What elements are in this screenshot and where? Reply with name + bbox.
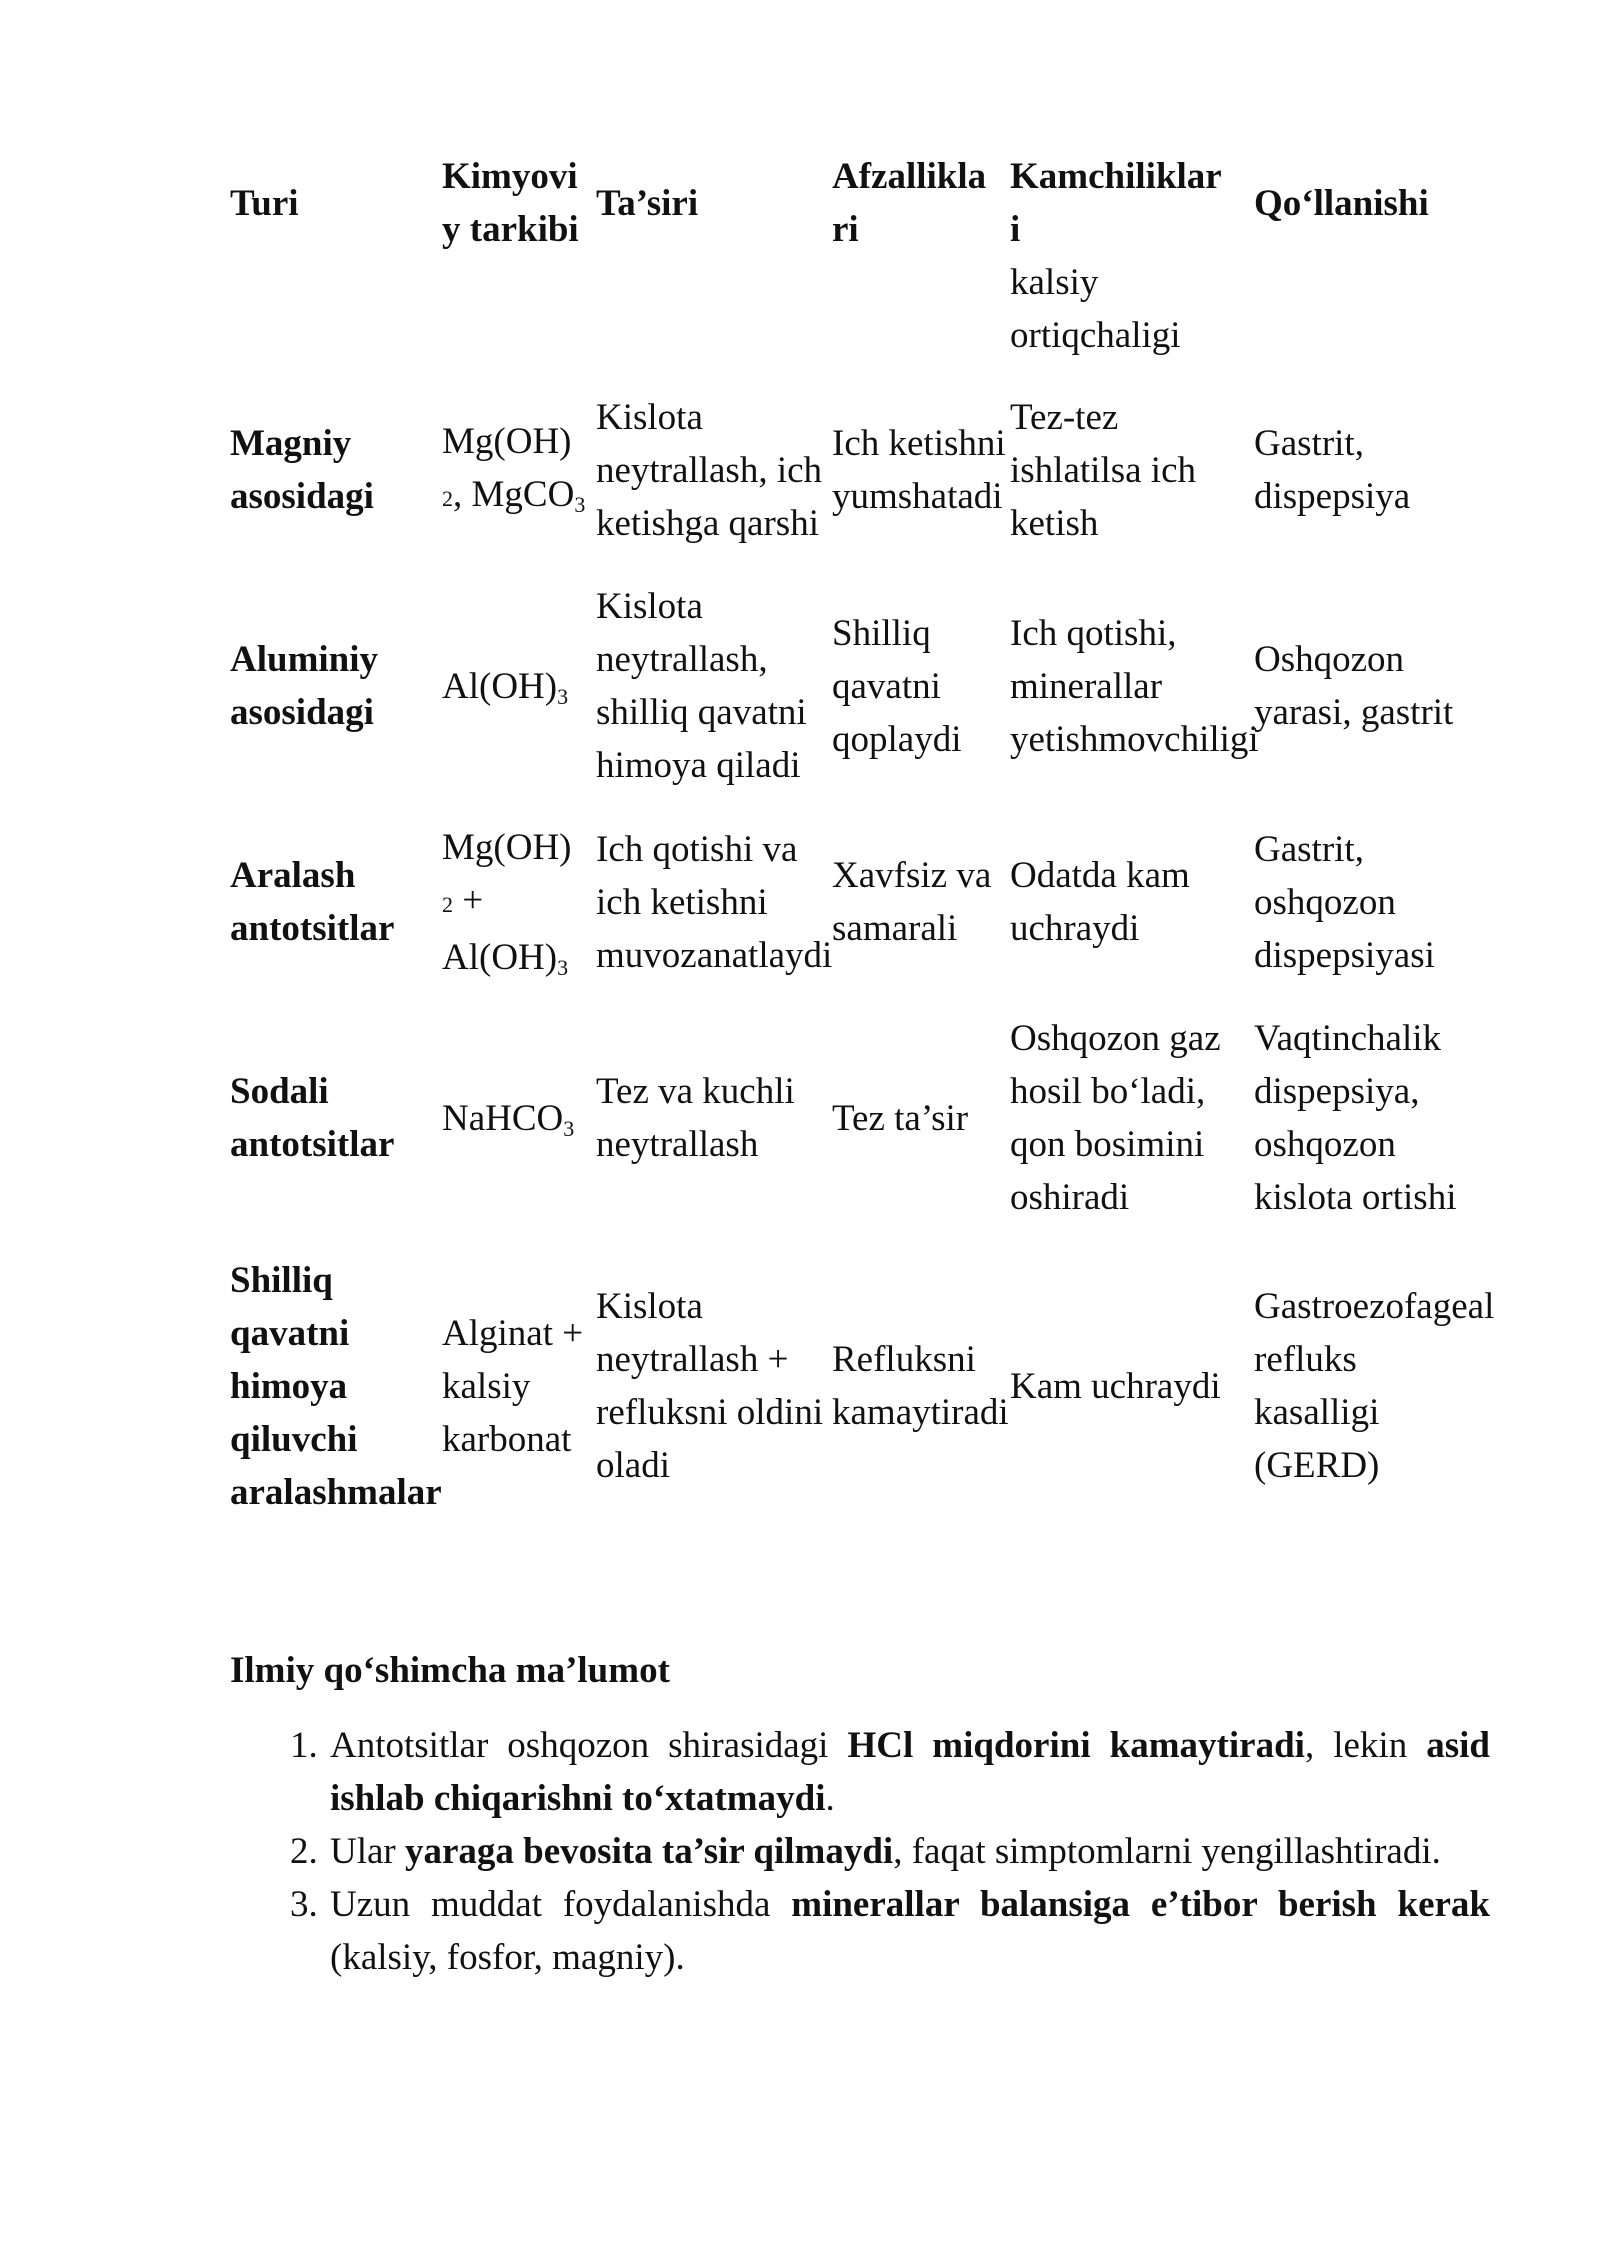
header-turi: Turi — [230, 182, 299, 224]
row-formula: $Al(OH)_3$ — [442, 665, 569, 709]
row-formula: Mg(OH) 2, MgCO$_3$ — [442, 421, 586, 517]
row-kamchiliklari: Ich qotishi, minerallar yetishmovchiligi — [1010, 612, 1259, 760]
list-item: 3. Uzun muddat foydalanishda minerallar balansiga e’tibor berish kerak (kalsiy, fosfor, magniy). — [327, 1878, 1490, 1984]
row-qollanishi: Vaqtinchalik dispepsiya, oshqozon kislota ortishi — [1254, 1018, 1457, 1218]
header-kamchiliklari: Kamchiliklar i — [1010, 156, 1222, 250]
row-turi: Shilliq qavatni himoya qiluvchi aralashmalar — [230, 1259, 442, 1513]
row-afzalliklari: Xavfsiz va samarali — [832, 855, 992, 949]
header-afzalliklari: Afzallikla ri — [832, 156, 987, 250]
row-qollanishi: Gastroezofageal refluks kasalligi (GERD) — [1254, 1286, 1495, 1486]
table-header-row — [230, 150, 1490, 256]
row-kamchiliklari: Odatda kam uchraydi — [1010, 855, 1190, 949]
row-turi: Sodali antotsitlar — [230, 1071, 395, 1165]
row-turi: Aluminiy asosidagi — [230, 639, 379, 733]
row-tasiri: Ich qotishi va ich ketishni muvozanatlaydi — [596, 828, 833, 976]
table-row — [230, 1010, 1490, 1226]
row-afzalliklari: Shilliq qavatni qoplaydi — [832, 612, 962, 760]
row-kamchiliklari: Oshqozon gaz hosil bo‘ladi, qon bosimini oshiradi — [1010, 1018, 1221, 1218]
row-kamchiliklari: Tez-tez ishlatilsa ich ketish — [1010, 396, 1196, 544]
row-qollanishi: Gastrit, oshqozon dispepsiyasi — [1254, 828, 1435, 976]
row-kamchiliklari: Kam uchraydi — [1010, 1365, 1221, 1407]
row-afzalliklari: Tez ta’sir — [832, 1097, 969, 1139]
table-row — [230, 362, 1490, 578]
table-row — [230, 1226, 1490, 1546]
header-kimyoviy-tarkibi: Kimyovi y tarkibi — [442, 156, 579, 250]
antacid-table — [230, 150, 1495, 1546]
row-qollanishi: Oshqozon yarasi, gastrit — [1254, 639, 1454, 733]
header-tasiri: Ta’siri — [596, 182, 699, 224]
table-row — [230, 578, 1490, 794]
document-page — [230, 150, 1495, 1984]
row-afzalliklari: Refluksni kamaytiradi — [832, 1339, 1009, 1433]
row-turi: Magniy asosidagi — [230, 423, 374, 517]
notes-list — [230, 1719, 1490, 1984]
table-carryover-row — [230, 256, 1490, 362]
list-item: 1. Antotsitlar oshqozon shirasidagi HCl miqdorini kamaytiradi, lekin asid ishlab chiqarishni to‘xtatmaydi. — [327, 1719, 1490, 1825]
list-item: 2. Ular yaraga bevosita ta’sir qilmaydi, faqat simptomlarni yengillashtiradi. — [327, 1825, 1490, 1878]
header-qollanishi: Qo‘llanishi — [1254, 182, 1429, 224]
carryover-text: kalsiy ortiqchaligi — [1010, 262, 1181, 356]
table-row — [230, 794, 1490, 1010]
row-turi: Aralash antotsitlar — [230, 855, 395, 949]
row-tasiri: Kislota neytrallash, shilliq qavatni himoya qiladi — [596, 586, 807, 786]
row-afzalliklari: Ich ketishni yumshatadi — [832, 423, 1006, 517]
row-formula: Alginat + kalsiy karbonat — [442, 1312, 584, 1460]
row-tasiri: Kislota neytrallash, ich ketishga qarshi — [596, 396, 823, 544]
row-formula: NaHCO$_3$ — [442, 1097, 575, 1141]
row-qollanishi: Gastrit, dispepsiya — [1254, 423, 1411, 517]
row-formula: Mg(OH) $2 + Al(OH)_3$ — [442, 826, 572, 980]
row-tasiri: Kislota neytrallash + refluksni oldini oladi — [596, 1286, 824, 1486]
row-tasiri: Tez va kuchli neytrallash — [596, 1071, 795, 1165]
section-title: Ilmiy qo‘shimcha ma’lumot — [230, 1650, 670, 1691]
